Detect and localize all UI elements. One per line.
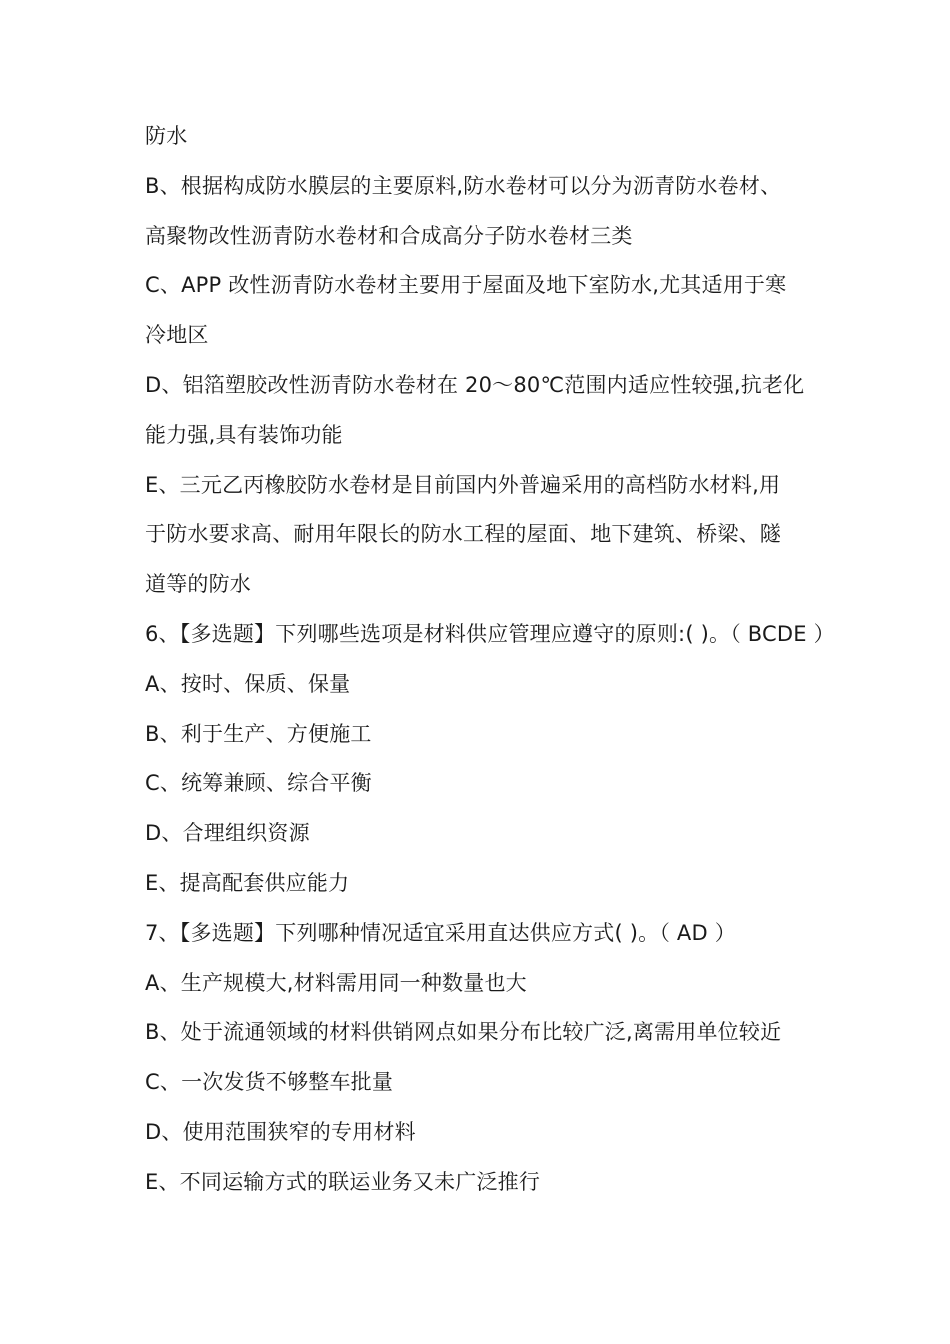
q7-option-e: E、不同运输方式的联运业务又未广泛推行 xyxy=(145,1169,541,1194)
q6-option-c: C、统筹兼顾、综合平衡 xyxy=(145,771,372,796)
text-line: 道等的防水 xyxy=(145,572,251,597)
text-line: 于防水要求高、耐用年限长的防水工程的屋面、地下建筑、桥梁、隧 xyxy=(145,522,781,547)
q7-option-d: D、使用范围狭窄的专用材料 xyxy=(145,1119,416,1144)
option-d-line: D、铝箔塑胶改性沥青防水卷材在 20～80℃范围内适应性较强,抗老化 xyxy=(145,372,805,397)
option-e-line: E、三元乙丙橡胶防水卷材是目前国内外普遍采用的高档防水材料,用 xyxy=(145,472,781,497)
text-line: 能力强,具有装饰功能 xyxy=(145,422,343,447)
q6-option-d: D、合理组织资源 xyxy=(145,821,310,846)
q7-option-b: B、处于流通领域的材料供销网点如果分布比较广泛,离需用单位较近 xyxy=(145,1020,782,1045)
text-line: 防水 xyxy=(145,124,188,148)
question-7: 7、【多选题】下列哪种情况适宜采用直达供应方式( )。（ AD ） xyxy=(145,920,736,945)
question-6: 6、【多选题】下列哪些选项是材料供应管理应遵守的原则:( )。（ BCDE ） xyxy=(145,621,835,646)
q7-option-c: C、一次发货不够整车批量 xyxy=(145,1070,394,1095)
q7-option-a: A、生产规模大,材料需用同一种数量也大 xyxy=(145,970,527,995)
q6-option-a: A、按时、保质、保量 xyxy=(145,671,351,696)
text-line: 高聚物改性沥青防水卷材和合成高分子防水卷材三类 xyxy=(145,223,633,248)
text-line: 冷地区 xyxy=(145,323,209,348)
q6-option-e: E、提高配套供应能力 xyxy=(145,870,350,895)
option-b-line: B、根据构成防水膜层的主要原料,防水卷材可以分为沥青防水卷材、 xyxy=(145,173,782,198)
document-body xyxy=(145,112,835,1208)
q6-option-b: B、利于生产、方便施工 xyxy=(145,721,372,746)
option-c-line: C、APP 改性沥青防水卷材主要用于屋面及地下室防水,尤其适用于寒 xyxy=(145,273,787,298)
